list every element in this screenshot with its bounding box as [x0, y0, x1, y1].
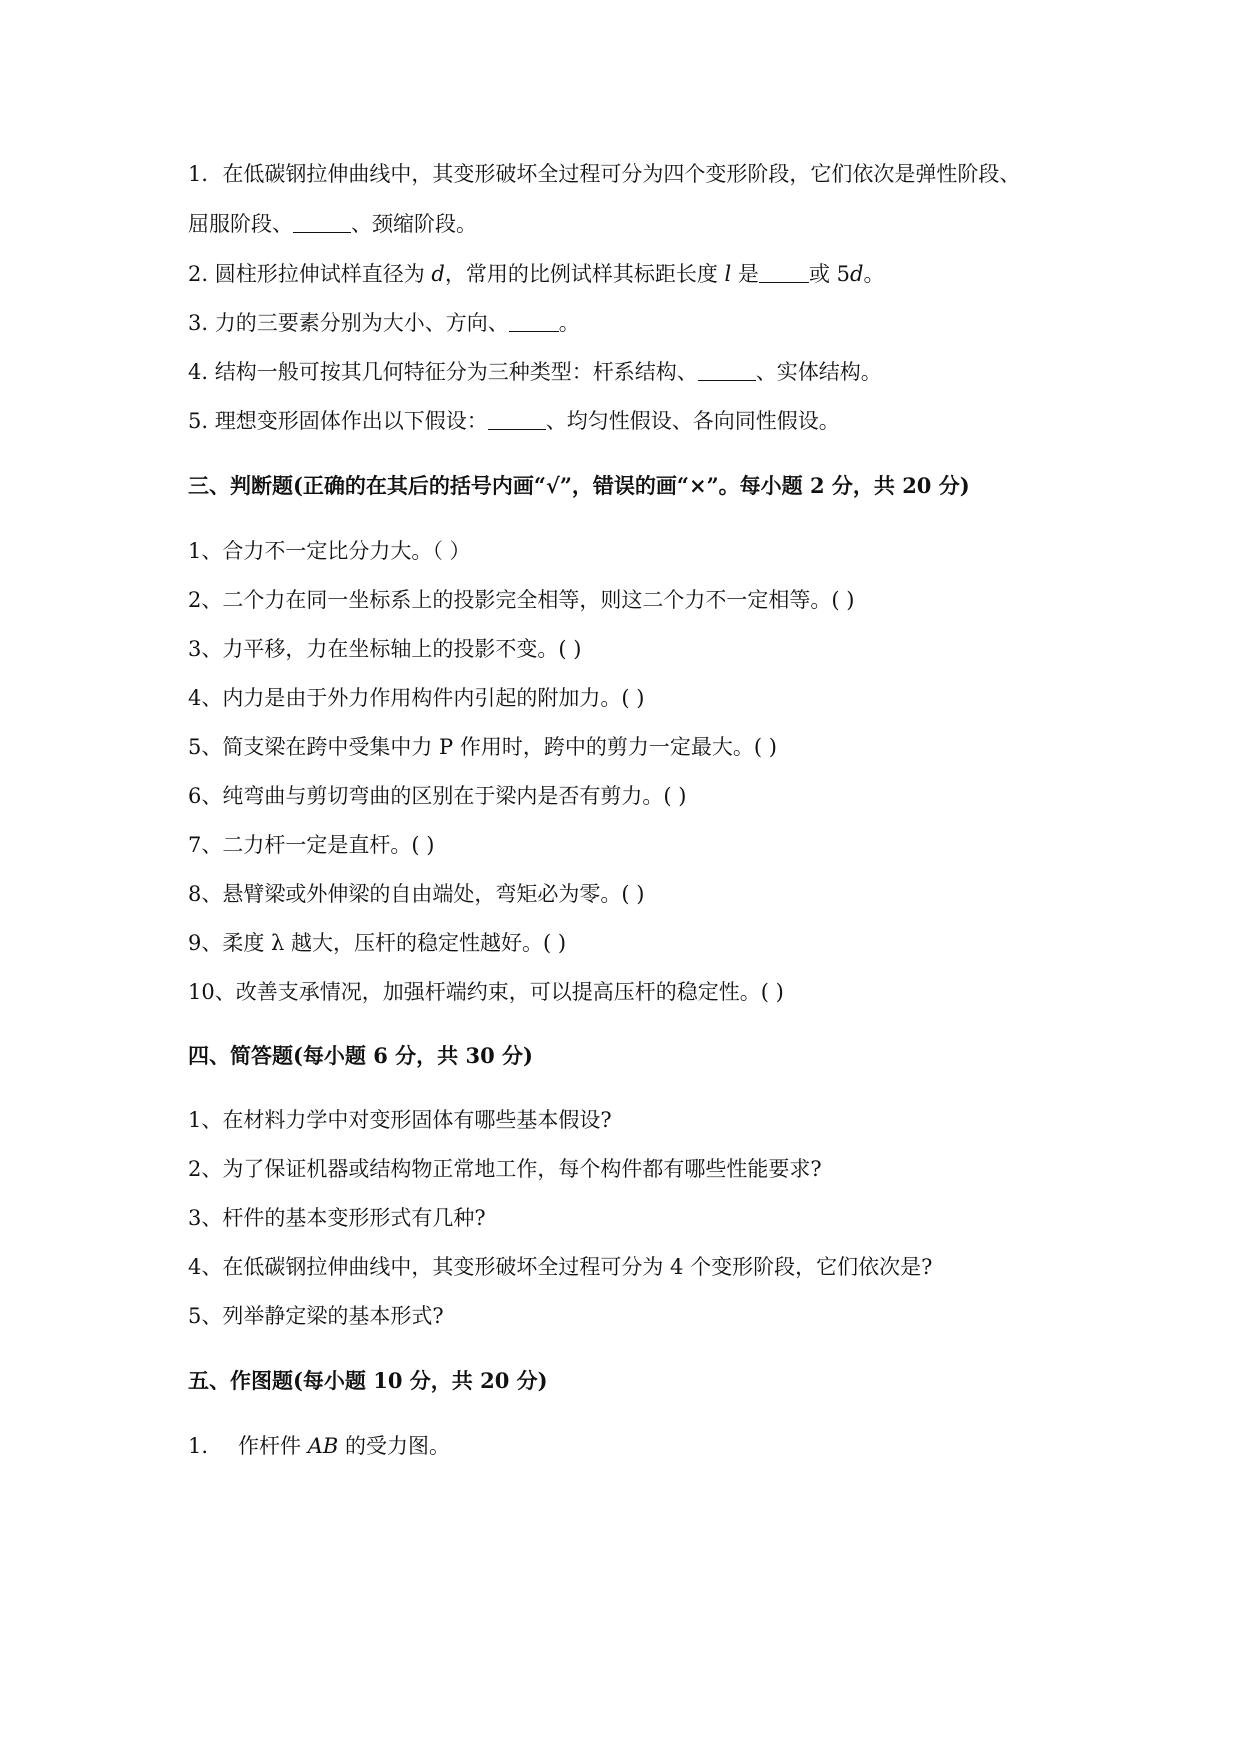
- tf-item: 9、柔度 λ 越大，压杆的稳定性越好。( ): [188, 931, 567, 955]
- fill-question-5: 5. 理想变形固体作出以下假设： 、均匀性假设、各向同性假设。: [188, 409, 840, 433]
- tf-item: 7、二力杆一定是直杆。( ): [188, 833, 435, 857]
- section-3-title: 三、判断题(正确的在其后的括号内画“√”，错误的画“×”。每小题 2 分，共 20 分): [188, 473, 970, 498]
- short-answer-item: 5、列举静定梁的基本形式?: [188, 1304, 444, 1328]
- short-answer-item: 3、杆件的基本变形形式有几种?: [188, 1206, 486, 1230]
- short-answer-item: 1、在材料力学中对变形固体有哪些基本假设?: [188, 1108, 612, 1132]
- answer-blank[interactable]: [509, 311, 559, 332]
- fill-question-1-line-2: 屈服阶段、 、颈缩阶段。: [188, 212, 477, 236]
- tf-item: 6、纯弯曲与剪切弯曲的区别在于梁内是否有剪力。( ): [188, 784, 687, 808]
- tf-item: 5、简支梁在跨中受集中力 P 作用时，跨中的剪力一定最大。( ): [188, 735, 777, 759]
- tf-item: 8、悬臂梁或外伸梁的自由端处，弯矩必为零。( ): [188, 882, 645, 906]
- section-4-title: 四、简答题(每小题 6 分，共 30 分): [188, 1043, 533, 1068]
- short-answer-item: 4、在低碳钢拉伸曲线中，其变形破坏全过程可分为 4 个变形阶段，它们依次是?: [188, 1255, 933, 1279]
- answer-blank[interactable]: [759, 262, 809, 283]
- answer-blank[interactable]: [698, 360, 756, 381]
- section-5-title: 五、作图题(每小题 10 分，共 20 分): [188, 1368, 548, 1393]
- short-answer-item: 2、为了保证机器或结构物正常地工作，每个构件都有哪些性能要求?: [188, 1157, 822, 1181]
- fill-question-2: 2. 圆柱形拉伸试样直径为 d，常用的比例试样其标距长度 l 是 或 5d。: [188, 262, 885, 286]
- fill-question-4: 4. 结构一般可按其几何特征分为三种类型：杆系结构、 、实体结构。: [188, 360, 882, 384]
- tf-item: 10、改善支承情况，加强杆端约束，可以提高压杆的稳定性。( ): [188, 980, 784, 1004]
- tf-item: 1、合力不一定比分力大。（ ）: [188, 539, 471, 563]
- drawing-question-1: 1. 作杆件 AB 的受力图。: [188, 1434, 451, 1458]
- fill-question-1-line-1: 1．在低碳钢拉伸曲线中，其变形破坏全过程可分为四个变形阶段，它们依次是弹性阶段、: [188, 162, 1021, 186]
- tf-item: 2、二个力在同一坐标系上的投影完全相等，则这二个力不一定相等。( ): [188, 588, 855, 612]
- tf-item: 3、力平移，力在坐标轴上的投影不变。( ): [188, 637, 582, 661]
- answer-blank[interactable]: [293, 212, 351, 233]
- fill-question-3: 3. 力的三要素分别为大小、方向、 。: [188, 311, 580, 335]
- tf-item: 4、内力是由于外力作用构件内引起的附加力。( ): [188, 686, 645, 710]
- answer-blank[interactable]: [488, 409, 546, 430]
